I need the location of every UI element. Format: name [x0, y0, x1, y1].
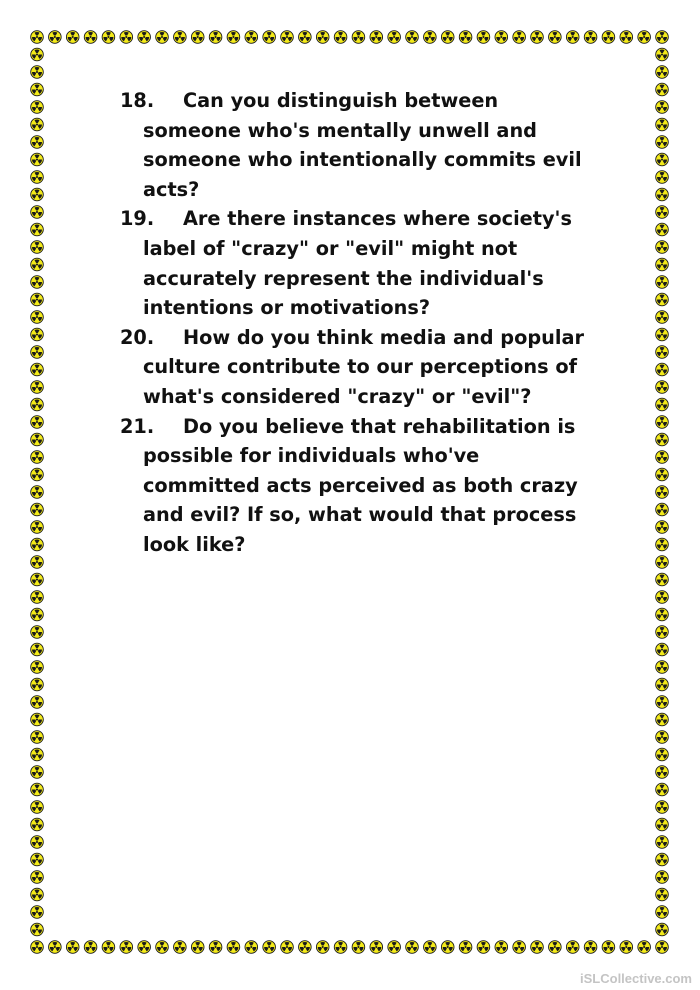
radiation-hazard-icon — [31, 626, 44, 639]
radiation-hazard-icon — [656, 83, 669, 96]
question-number: 20. — [120, 325, 155, 349]
radiation-hazard-icon — [31, 311, 44, 324]
radiation-hazard-icon — [245, 941, 258, 954]
radiation-hazard-icon — [31, 661, 44, 674]
radiation-hazard-icon — [31, 468, 44, 481]
radiation-hazard-icon — [620, 941, 633, 954]
question-text: Do you believe that rehabilitation is possible for individuals who've committed acts perceived as both crazy and evil? If so, what would that process look like? — [143, 414, 578, 556]
radiation-hazard-icon — [31, 293, 44, 306]
radiation-hazard-icon — [49, 31, 62, 44]
radiation-hazard-icon — [245, 31, 258, 44]
radiation-hazard-icon — [656, 486, 669, 499]
question-text: How do you think media and popular culture contribute to our perceptions of what's considered "crazy" or "evil"? — [143, 325, 584, 408]
radiation-hazard-icon — [31, 451, 44, 464]
radiation-hazard-icon — [31, 398, 44, 411]
radiation-hazard-icon — [31, 171, 44, 184]
radiation-hazard-icon — [31, 836, 44, 849]
radiation-hazard-icon — [156, 941, 169, 954]
radiation-hazard-icon — [656, 468, 669, 481]
radiation-hazard-icon — [495, 31, 508, 44]
radiation-hazard-icon — [620, 31, 633, 44]
radiation-hazard-icon — [656, 136, 669, 149]
radiation-hazard-icon — [31, 643, 44, 656]
radiation-hazard-icon — [656, 381, 669, 394]
radiation-hazard-icon — [334, 941, 347, 954]
radiation-hazard-icon — [566, 31, 579, 44]
question-item — [120, 323, 590, 412]
radiation-hazard-icon — [31, 241, 44, 254]
radiation-hazard-icon — [209, 941, 222, 954]
radiation-hazard-icon — [31, 188, 44, 201]
radiation-hazard-icon — [174, 941, 187, 954]
radiation-hazard-icon — [513, 31, 526, 44]
radiation-hazard-icon — [138, 941, 151, 954]
radiation-hazard-icon — [656, 31, 669, 44]
radiation-hazard-icon — [31, 608, 44, 621]
radiation-hazard-icon — [656, 661, 669, 674]
radiation-hazard-icon — [656, 416, 669, 429]
radiation-hazard-icon — [263, 941, 276, 954]
radiation-hazard-icon — [459, 941, 472, 954]
radiation-hazard-icon — [656, 573, 669, 586]
radiation-hazard-icon — [495, 941, 508, 954]
radiation-hazard-icon — [656, 223, 669, 236]
radiation-hazard-icon — [656, 766, 669, 779]
radiation-hazard-icon — [656, 276, 669, 289]
radiation-hazard-icon — [441, 941, 454, 954]
radiation-hazard-icon — [352, 941, 365, 954]
question-item — [120, 86, 590, 204]
question-text: Are there instances where society's label of "crazy" or "evil" might not accurately represent the individual's intentions or motivations? — [143, 207, 572, 320]
radiation-hazard-icon — [584, 31, 597, 44]
radiation-hazard-icon — [656, 888, 669, 901]
radiation-hazard-icon — [31, 888, 44, 901]
radiation-hazard-icon — [31, 871, 44, 884]
radiation-hazard-icon — [120, 31, 133, 44]
radiation-hazard-icon — [656, 941, 669, 954]
radiation-hazard-icon — [656, 853, 669, 866]
radiation-hazard-icon — [406, 941, 419, 954]
radiation-hazard-icon — [31, 853, 44, 866]
radiation-hazard-icon — [31, 363, 44, 376]
radiation-hazard-icon — [31, 346, 44, 359]
radiation-hazard-icon — [656, 311, 669, 324]
radiation-hazard-icon — [656, 66, 669, 79]
radiation-hazard-icon — [656, 433, 669, 446]
radiation-hazard-icon — [191, 941, 204, 954]
radiation-hazard-icon — [656, 171, 669, 184]
radiation-hazard-icon — [584, 941, 597, 954]
radiation-hazard-icon — [656, 608, 669, 621]
radiation-hazard-icon — [352, 31, 365, 44]
radiation-hazard-icon — [656, 871, 669, 884]
radiation-hazard-icon — [31, 416, 44, 429]
radiation-hazard-icon — [388, 31, 401, 44]
question-list — [120, 86, 590, 560]
radiation-hazard-icon — [549, 31, 562, 44]
radiation-hazard-icon — [656, 363, 669, 376]
radiation-hazard-icon — [31, 503, 44, 516]
radiation-hazard-icon — [31, 696, 44, 709]
radiation-hazard-icon — [656, 48, 669, 61]
radiation-hazard-icon — [656, 118, 669, 131]
radiation-hazard-icon — [227, 941, 240, 954]
radiation-hazard-icon — [549, 941, 562, 954]
site-watermark: iSLCollective.com — [580, 971, 692, 986]
radiation-hazard-icon — [31, 48, 44, 61]
radiation-hazard-icon — [602, 31, 615, 44]
radiation-hazard-icon — [656, 556, 669, 569]
radiation-hazard-icon — [84, 31, 97, 44]
radiation-hazard-icon — [334, 31, 347, 44]
radiation-hazard-icon — [656, 836, 669, 849]
radiation-hazard-icon — [656, 258, 669, 271]
radiation-hazard-icon — [31, 31, 44, 44]
radiation-hazard-icon — [656, 241, 669, 254]
radiation-hazard-icon — [656, 906, 669, 919]
radiation-hazard-icon — [31, 801, 44, 814]
radiation-hazard-icon — [84, 941, 97, 954]
radiation-hazard-icon — [31, 941, 44, 954]
radiation-hazard-icon — [31, 258, 44, 271]
radiation-hazard-icon — [31, 206, 44, 219]
question-text: Can you distinguish between someone who's mentally unwell and someone who intentionally commits evil acts? — [143, 89, 582, 201]
radiation-hazard-icon — [656, 346, 669, 359]
radiation-hazard-icon — [281, 941, 294, 954]
radiation-hazard-icon — [31, 136, 44, 149]
radiation-hazard-icon — [316, 31, 329, 44]
radiation-hazard-icon — [656, 731, 669, 744]
radiation-hazard-icon — [656, 503, 669, 516]
radiation-hazard-icon — [31, 591, 44, 604]
radiation-hazard-icon — [66, 31, 79, 44]
radiation-hazard-icon — [656, 206, 669, 219]
radiation-hazard-icon — [656, 678, 669, 691]
radiation-hazard-icon — [31, 433, 44, 446]
radiation-hazard-icon — [31, 101, 44, 114]
radiation-hazard-icon — [656, 591, 669, 604]
radiation-hazard-icon — [31, 66, 44, 79]
radiation-hazard-icon — [31, 731, 44, 744]
radiation-hazard-icon — [656, 188, 669, 201]
radiation-hazard-icon — [656, 293, 669, 306]
radiation-hazard-icon — [102, 941, 115, 954]
radiation-hazard-icon — [656, 521, 669, 534]
radiation-hazard-icon — [656, 101, 669, 114]
radiation-hazard-icon — [656, 398, 669, 411]
radiation-hazard-icon — [656, 538, 669, 551]
radiation-hazard-icon — [638, 941, 651, 954]
radiation-hazard-icon — [424, 31, 437, 44]
radiation-hazard-icon — [31, 276, 44, 289]
radiation-hazard-icon — [477, 941, 490, 954]
radiation-hazard-icon — [656, 748, 669, 761]
radiation-hazard-icon — [31, 486, 44, 499]
radiation-hazard-icon — [656, 643, 669, 656]
radiation-hazard-icon — [656, 818, 669, 831]
question-number: 21. — [120, 414, 155, 438]
radiation-hazard-icon — [477, 31, 490, 44]
radiation-hazard-icon — [370, 941, 383, 954]
radiation-hazard-icon — [138, 31, 151, 44]
radiation-hazard-icon — [299, 941, 312, 954]
radiation-hazard-icon — [566, 941, 579, 954]
radiation-hazard-icon — [31, 573, 44, 586]
radiation-hazard-icon — [191, 31, 204, 44]
radiation-hazard-icon — [31, 766, 44, 779]
radiation-hazard-icon — [656, 801, 669, 814]
radiation-hazard-icon — [370, 31, 383, 44]
radiation-hazard-icon — [31, 381, 44, 394]
question-item — [120, 204, 590, 322]
question-number: 19. — [120, 207, 155, 231]
radiation-hazard-icon — [31, 521, 44, 534]
radiation-hazard-icon — [656, 153, 669, 166]
radiation-hazard-icon — [31, 923, 44, 936]
radiation-hazard-icon — [31, 556, 44, 569]
radiation-hazard-icon — [656, 328, 669, 341]
radiation-hazard-icon — [316, 941, 329, 954]
radiation-hazard-icon — [66, 941, 79, 954]
question-number: 18. — [120, 89, 155, 112]
radiation-hazard-icon — [31, 818, 44, 831]
radiation-hazard-icon — [281, 31, 294, 44]
question-item — [120, 412, 590, 560]
radiation-hazard-icon — [31, 906, 44, 919]
radiation-hazard-icon — [31, 118, 44, 131]
radiation-hazard-icon — [31, 748, 44, 761]
radiation-hazard-icon — [424, 941, 437, 954]
radiation-hazard-icon — [459, 31, 472, 44]
radiation-hazard-icon — [31, 783, 44, 796]
radiation-hazard-icon — [656, 783, 669, 796]
radiation-hazard-icon — [441, 31, 454, 44]
radiation-hazard-icon — [31, 538, 44, 551]
radiation-hazard-icon — [120, 941, 133, 954]
radiation-hazard-icon — [656, 713, 669, 726]
radiation-hazard-icon — [31, 678, 44, 691]
radiation-hazard-icon — [31, 153, 44, 166]
radiation-hazard-icon — [209, 31, 222, 44]
radiation-hazard-icon — [513, 941, 526, 954]
radiation-hazard-icon — [602, 941, 615, 954]
radiation-hazard-icon — [656, 923, 669, 936]
radiation-hazard-icon — [156, 31, 169, 44]
radiation-hazard-icon — [531, 941, 544, 954]
radiation-hazard-icon — [656, 626, 669, 639]
radiation-hazard-icon — [31, 328, 44, 341]
radiation-hazard-icon — [263, 31, 276, 44]
radiation-hazard-icon — [102, 31, 115, 44]
radiation-hazard-icon — [31, 713, 44, 726]
radiation-hazard-icon — [388, 941, 401, 954]
radiation-hazard-icon — [406, 31, 419, 44]
radiation-hazard-icon — [31, 223, 44, 236]
radiation-hazard-icon — [638, 31, 651, 44]
radiation-hazard-icon — [656, 696, 669, 709]
radiation-hazard-icon — [299, 31, 312, 44]
radiation-hazard-icon — [49, 941, 62, 954]
radiation-hazard-icon — [227, 31, 240, 44]
radiation-hazard-icon — [531, 31, 544, 44]
radiation-hazard-icon — [656, 451, 669, 464]
radiation-hazard-icon — [31, 83, 44, 96]
radiation-hazard-icon — [174, 31, 187, 44]
